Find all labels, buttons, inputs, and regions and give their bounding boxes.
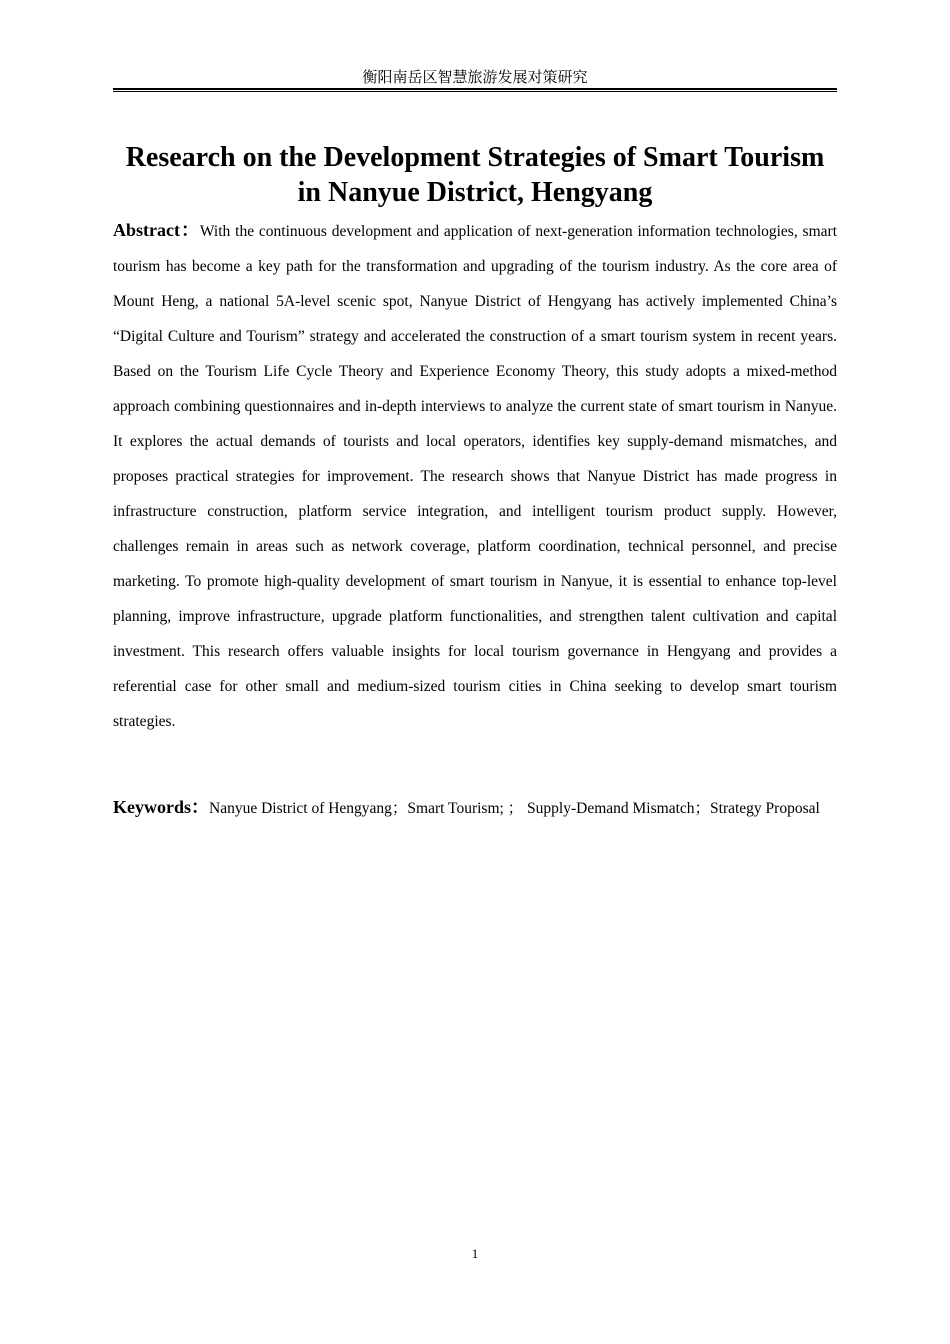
header-rule-thin [113,91,837,92]
header-rule-thick [113,88,837,90]
paper-title: Research on the Development Strategies of Smart Tourism in Nanyue District, Hengyang [125,142,825,208]
keywords-label: Keywords： [113,797,209,817]
abstract-text: With the continuous development and application of next-generation information technologies, smart tourism has become a key path for the transformation and upgrading of the tourism industry. As the core area of Mount Heng, a national 5A-level scenic spot, Nanyue District of Hengyang has actively implemented China’s “Digital Culture and Tourism” strategy and accelerated the construction of a smart tourism system in recent years. Based on the Tourism Life Cycle Theory and Experience Economy Theory, this study adopts a mixed-method approach combining questionnaires and in-depth interviews to analyze the current state of smart tourism in Nanyue. It explores the actual demands of tourists and local operators, identifies key supply-demand mismatches, and proposes practical strategies for improvement. The research shows that Nanyue District has made progress in infrastructure construction, platform service integration, and intelligent tourism product supply. However, challenges remain in areas such as network coverage, platform coordination, technical personnel, and precise marketing. To promote high-quality development of smart tourism in Nanyue, it is essential to enhance top-level planning, improve infrastructure, upgrade platform functionalities, and strengthen talent cultivation and capital investment. This research offers valuable insights for local tourism governance in Hengyang and provides a referential case for other small and medium-sized tourism cities in China seeking to develop smart tourism strategies. [113,223,837,730]
keywords-paragraph [113,795,837,821]
abstract-label: Abstract： [113,220,200,240]
running-header: 衡阳南岳区智慧旅游发展对策研究 [362,68,588,86]
page-number: 1 [471,1246,479,1261]
keywords-text: Nanyue District of Hengyang；Smart Tourism; ； Supply-Demand Mismatch；Strategy Proposal [209,800,820,817]
abstract-paragraph [113,213,837,739]
